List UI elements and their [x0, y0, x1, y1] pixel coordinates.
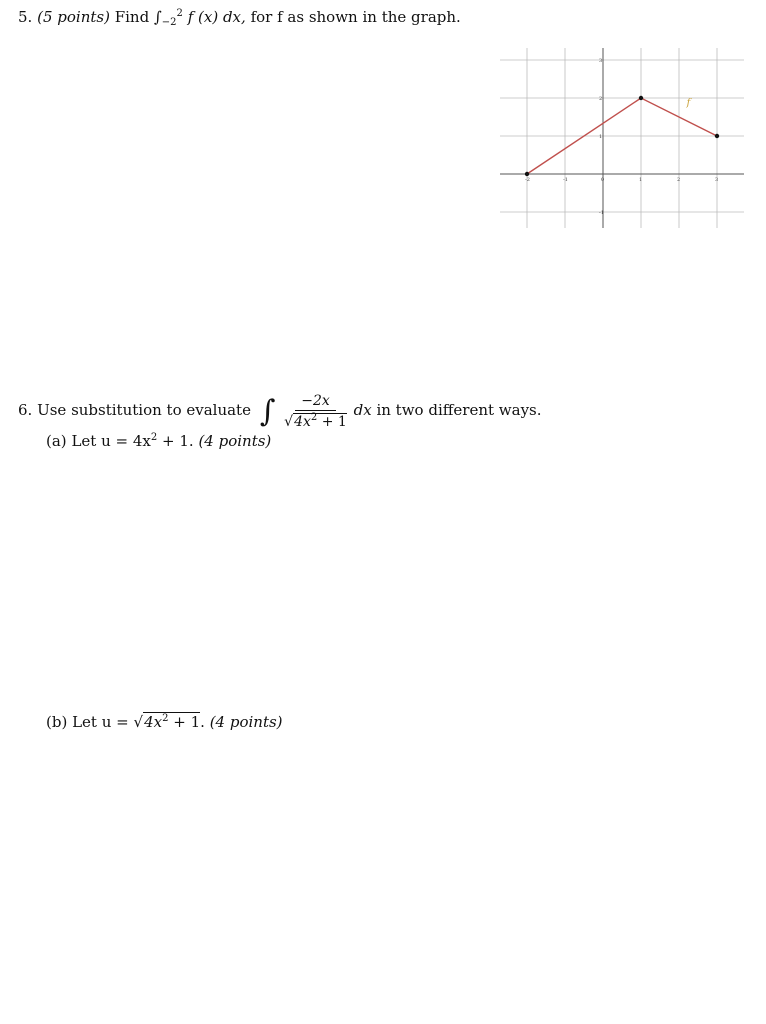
- graph-point: [639, 96, 643, 100]
- q6a-after: + 1.: [162, 432, 194, 450]
- y-tick-label: 1: [599, 134, 603, 140]
- x-tick-label: 2: [677, 177, 681, 183]
- graph-ticks: [525, 58, 718, 216]
- graph-grid: [500, 48, 744, 228]
- q6-den-plus: + 1: [321, 413, 347, 430]
- y-tick-label: 2: [599, 96, 603, 102]
- graph-point: [715, 134, 719, 138]
- q5-lower-limit: −2: [161, 17, 177, 28]
- q6b-points: (4 points): [209, 713, 283, 731]
- function-graph: [500, 48, 744, 228]
- q6b-after: + 1: [173, 713, 201, 731]
- q6b-text: Let u =: [72, 713, 129, 731]
- q6b-label: (b): [46, 713, 68, 731]
- q5-points: (5 points): [37, 8, 110, 26]
- question-6: [18, 388, 542, 430]
- q6-fraction: [284, 393, 347, 430]
- x-tick-label: 0: [601, 177, 605, 183]
- question-5: [18, 8, 461, 28]
- q5-integral-sign: ∫: [153, 8, 162, 26]
- q6b-period: .: [200, 713, 205, 731]
- q5-number: 5.: [18, 8, 33, 26]
- q6-den-exp: 2: [310, 411, 318, 423]
- function-label: f: [686, 97, 691, 109]
- x-tick-label: 3: [715, 177, 719, 183]
- q6a-text: Let u = 4x: [71, 432, 151, 450]
- y-tick-label: 3: [599, 58, 603, 64]
- q5-integrand: f (x) dx,: [187, 8, 246, 26]
- x-tick-label: -1: [563, 177, 568, 183]
- q6-dx: dx: [353, 401, 372, 419]
- q6-number: 6.: [18, 401, 33, 419]
- q5-upper-limit: 2: [176, 8, 183, 19]
- q6-numerator: −2x: [295, 393, 336, 411]
- x-tick-label: -2: [525, 177, 530, 183]
- q5-find: Find: [114, 8, 150, 26]
- q6b-sqrt: $√4x^2 + 1$: [133, 713, 201, 731]
- question-6a: [46, 432, 271, 450]
- q6-integral-sign: ∫: [259, 394, 276, 429]
- q5-rest: for f as shown in the graph.: [250, 8, 461, 26]
- x-tick-label: 1: [639, 177, 643, 183]
- q6-den-body: 4x: [294, 413, 311, 430]
- graph-svg: [500, 48, 744, 228]
- q6-text: Use substitution to evaluate: [37, 401, 251, 419]
- q6a-exp: 2: [150, 432, 158, 443]
- graph-point: [525, 172, 529, 176]
- question-6b: [46, 713, 283, 731]
- q6a-points: (4 points): [198, 432, 272, 450]
- q6b-exp: 2: [162, 713, 169, 724]
- q6-denominator: $√4x^2 + 1$: [284, 411, 347, 430]
- q6b-sqrt-body: 4x: [144, 713, 163, 731]
- y-tick-label: -1: [599, 210, 604, 216]
- q6-rest: in two different ways.: [376, 401, 542, 419]
- q6a-label: (a): [46, 432, 67, 450]
